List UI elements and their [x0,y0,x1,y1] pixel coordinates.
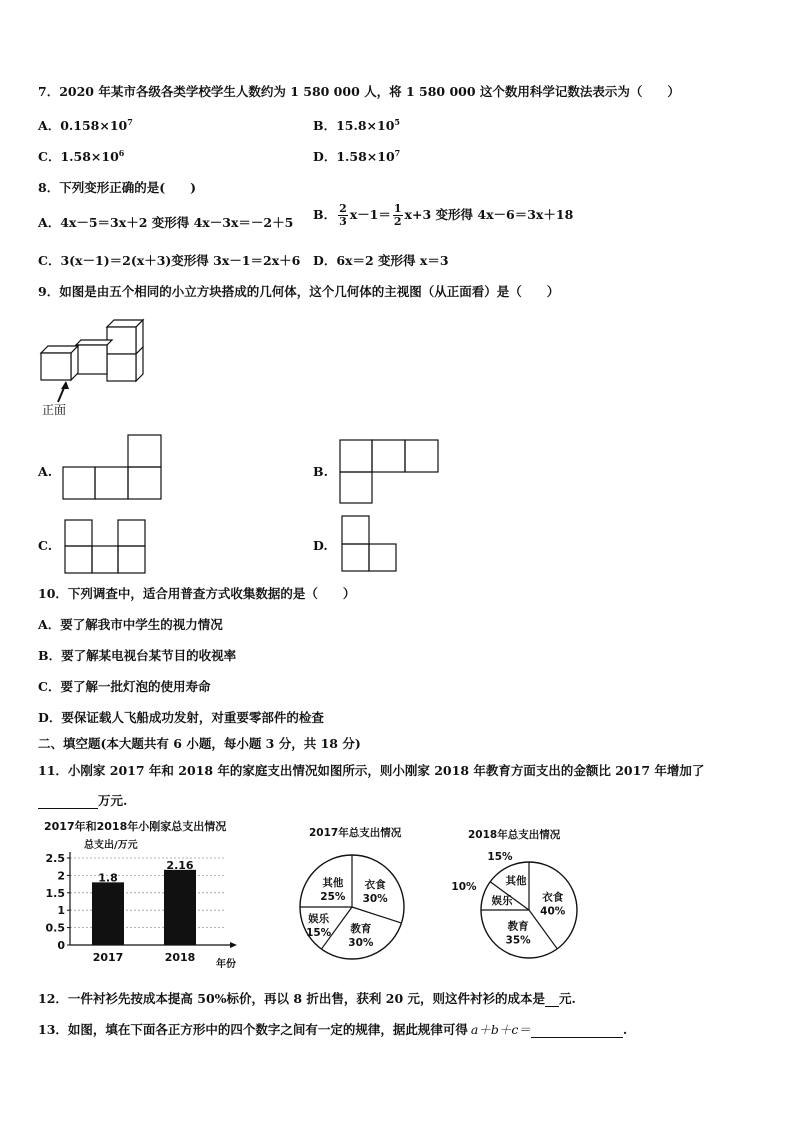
q7-option-c[interactable] [38,147,124,165]
pie-slice-percent: 30% [362,893,388,906]
pie-slice-percent: 15% [306,926,332,939]
q8-option-d[interactable]: D．6x＝2 变形得 x＝3 [313,253,449,268]
q8-option-b-tail: x+3 变形得 4x－6＝3x＋18 [404,207,574,222]
bar-chart-data-label: 1.8 [98,871,118,885]
pie-2018-title: 2018年总支出情况 [468,829,561,841]
q9-option-b-figure[interactable] [339,439,441,505]
section-two-heading: 二、填空题(本大题共有 6 小题，每小题 3 分，共 18 分) [38,736,361,751]
q7-option-b-exponent: 5 [394,116,400,127]
pie-slice-percent: 40% [540,905,566,918]
bar-chart-ytick-label: 1 [57,904,65,918]
q7-option-c-mantissa: 1.58×10 [60,149,119,164]
pie-slice-label: 衣食 [364,879,386,892]
q9-front-label: 正面 [42,403,67,417]
bar-chart-category-label: 2018 [164,951,196,964]
bar-chart-ytick-label: 1.5 [45,886,65,900]
q7-option-b[interactable] [313,116,400,134]
q9-option-b[interactable]: B. [313,464,328,479]
q8-option-b-middle: x－1＝ [349,207,391,222]
q11-tail: 万元. [98,793,128,808]
q8-option-b-letter: B． [313,207,337,222]
bar-chart-axes [46,852,238,952]
pie-2018-slices [451,851,577,958]
pie-slice-label: 其他 [322,876,344,889]
q8-option-c[interactable]: C．3(x－1)＝2(x＋3)变形得 3x－1＝2x＋6 [38,253,301,268]
q8-option-b[interactable] [313,203,573,228]
q7-option-a-letter: A． [38,118,61,133]
q7-option-d-exponent: 7 [394,147,401,158]
q13-expression: a＋b＋c＝ [470,1022,531,1037]
q7-option-d-mantissa: 1.58×10 [336,149,395,164]
q10-option-b[interactable]: B．要了解某电视台某节目的收视率 [38,648,237,663]
q7-option-d-letter: D． [313,149,337,164]
bar-chart-title: 2017年和2018年小刚家总支出情况 [44,820,227,833]
pie-slice-label: 娱乐 [308,912,330,925]
q9-option-c[interactable]: C. [38,538,53,553]
q11-answer-line [38,791,127,809]
pie-slice-label: 教育 [350,923,372,936]
q11-stem: 11．小刚家 2017 年和 2018 年的家庭支出情况如图所示，则小刚家 2018 年教育方面支出的金额比 2017 年增加了 [38,763,705,778]
q12-answer-blank[interactable] [545,991,559,1007]
bar-chart-category-label: 2017 [92,951,124,964]
q9-option-a[interactable]: A. [38,464,53,479]
bar-chart-xlabel: 年份 [216,959,236,970]
q7-option-b-mantissa: 15.8×10 [336,118,395,133]
bar-chart-bar [164,870,196,945]
q9-option-d-figure[interactable] [341,515,399,573]
bar-chart-ytick-label: 0 [57,939,65,952]
bar-chart-ytick-label: 0.5 [45,921,65,935]
q7-option-c-exponent: 6 [118,147,125,158]
q7-stem: 7．2020 年某市各级各类学校学生人数约为 1 580 000 人，将 1 580 000 这个数用科学记数法表示为（ ） [38,84,680,99]
q7-option-b-letter: B． [313,118,337,133]
pie-slice-label: 娱乐 [491,895,513,907]
q13-tail: . [622,1022,628,1037]
q11-answer-blank[interactable] [38,793,98,809]
q10-stem: 10．下列调查中，适合用普查方式收集数据的是（ ） [38,586,356,601]
q7-option-a[interactable] [38,116,133,134]
bar-chart-bar [92,882,124,945]
q7-option-d[interactable] [313,147,400,165]
q8-fraction-two-thirds: $\frac{2}{3}$ [339,202,347,228]
q12-line [38,989,576,1007]
bar-chart-data-label: 2.16 [166,858,194,872]
q13-line [38,1020,627,1038]
pie-slice-percent: 25% [320,890,346,903]
q12-tail: 元. [559,991,576,1006]
bar-chart-ytick-label: 2.5 [45,852,65,865]
pie-slice-percent: 15% [487,851,513,863]
pie-slice-label: 教育 [507,920,529,933]
pie-slice-label: 衣食 [542,891,564,904]
q12-stem: 12．一件衬衫先按成本提高 50%标价，再以 8 折出售，获利 20 元，则这件衬衫的成本是 [38,991,546,1006]
pie-slice-label: 其他 [505,875,527,887]
q7-option-c-letter: C． [38,149,61,164]
bar-chart-marks [92,859,196,964]
pie-2017-title: 2017年总支出情况 [309,827,402,839]
q8-fraction-one-half: $\frac{1}{2}$ [393,202,402,228]
q13-stem: 13．如图，填在下面各正方形中的四个数字之间有一定的规律，据此规律可得 [38,1022,468,1037]
bar-chart [30,814,280,972]
q9-solid-figure [36,316,148,420]
pie-2017 [295,822,420,972]
q13-answer-blank[interactable] [531,1022,623,1038]
q7-option-a-exponent: 7 [127,116,133,127]
pie-slice-percent: 35% [505,934,531,947]
q10-option-c[interactable]: C．要了解一批灯泡的使用寿命 [38,679,211,694]
pie-slice-percent: 10% [451,881,477,893]
pie-2018 [448,822,588,972]
q7-option-a-mantissa: 0.158×10 [60,118,128,133]
q9-option-d[interactable]: D. [313,538,328,553]
q10-option-d[interactable]: D．要保证载人飞船成功发射，对重要零部件的检查 [38,710,324,725]
q9-option-c-figure[interactable] [64,519,148,575]
bar-chart-x-arrow [230,942,237,948]
bar-chart-ytick-label: 2 [57,869,65,883]
q8-option-a[interactable]: A．4x－5＝3x＋2 变形得 4x－3x＝－2＋5 [38,215,294,230]
pie-slice-percent: 30% [348,937,374,950]
q9-stem: 9．如图是由五个相同的小立方块搭成的几何体，这个几何体的主视图（从正面看）是（ ） [38,284,560,299]
q8-stem: 8．下列变形正确的是( ) [38,180,197,195]
q9-option-a-figure[interactable] [62,434,164,502]
q10-option-a[interactable]: A．要了解我市中学生的视力情况 [38,617,223,632]
pie-2017-slices [300,855,404,959]
bar-chart-ylabel: 总支出/万元 [84,840,138,851]
